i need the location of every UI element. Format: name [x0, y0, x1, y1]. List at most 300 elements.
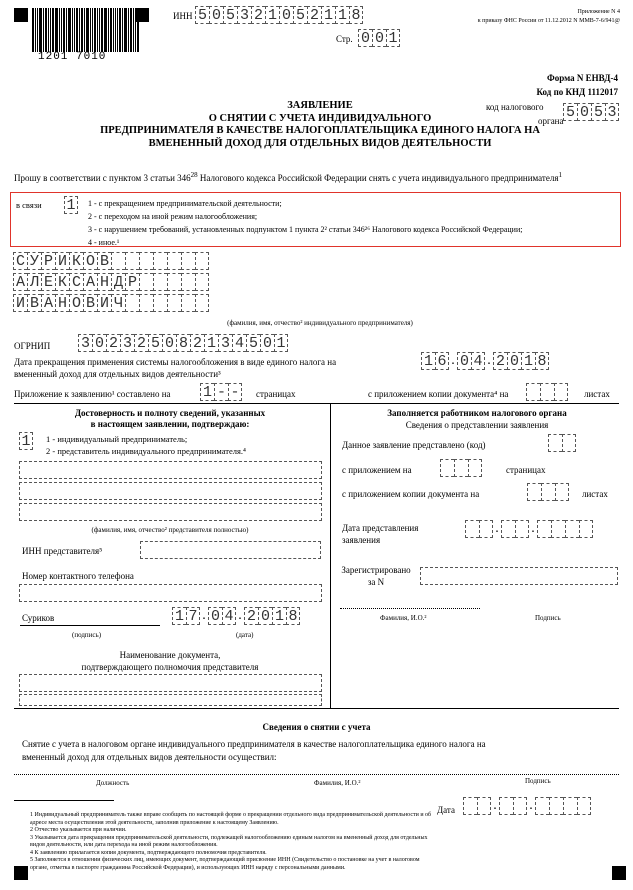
right-fio-caption: Фамилия, И.О.² [380, 614, 427, 622]
left-section-title [14, 408, 326, 430]
reason-code-cell[interactable] [64, 196, 78, 214]
barcode-bar [55, 8, 58, 52]
barcode-bar [108, 8, 109, 52]
char-cell: 3 [78, 334, 92, 352]
footnotes [30, 812, 435, 872]
char-cell: 8 [176, 334, 190, 352]
char-cell: 0 [577, 103, 591, 121]
char-cell: 2 [251, 6, 265, 24]
char-cell: И [97, 294, 111, 312]
date-digit-cell: 0 [507, 352, 521, 370]
knd-code: Код по КНД 1112017 [536, 87, 618, 97]
char-cell [167, 294, 181, 312]
char-cell: - [214, 383, 228, 401]
date-group [244, 607, 300, 625]
barcode-bar [72, 8, 73, 52]
date-digit-cell: 8 [535, 352, 549, 370]
char-cell: 1 [64, 196, 78, 214]
right-section-title: Заполняется работником налогового органа [387, 408, 567, 418]
barcode-bar [35, 8, 36, 52]
char-cell [167, 273, 181, 291]
footnote-4: 4 К заявлению прилагается копия документа, подтверждающего полномочия представителя. [30, 849, 267, 856]
doc-label-2: подтверждающего полномочия представителя [81, 662, 259, 672]
char-cell: 5 [195, 6, 209, 24]
char-cell: О [69, 294, 83, 312]
copies-cells[interactable] [526, 383, 568, 401]
ogrnip-cells[interactable] [78, 334, 288, 352]
section-divider-bottom [14, 708, 619, 709]
form-title [60, 100, 580, 150]
char-cell: 3 [218, 334, 232, 352]
char-cell [153, 294, 167, 312]
tax-code-label-1: код налогового [486, 102, 544, 112]
char-cell: 8 [349, 6, 363, 24]
presented-code-cells[interactable] [548, 434, 576, 452]
char-cell: 5 [591, 103, 605, 121]
right-signature-caption: Подпись [535, 614, 561, 622]
barcode-bar [104, 8, 107, 52]
date-digit-cell [577, 797, 591, 815]
char-cell: 0 [92, 334, 106, 352]
date-digit-cell: 2 [244, 607, 258, 625]
date-separator: . [202, 608, 206, 623]
request-sup-1: 1 [558, 171, 562, 179]
char-cell [181, 294, 195, 312]
phone-cells[interactable] [19, 584, 322, 602]
signer-code-cell[interactable] [19, 432, 33, 450]
char-cell: А [13, 273, 27, 291]
rep-caption: (фамилия, имя, отчество² представителя полностью) [91, 526, 249, 534]
barcode-bar [52, 8, 54, 52]
title-line-4: ВМЕНЕННЫЙ ДОХОД ДЛЯ ОТДЕЛЬНЫХ ВИДОВ ДЕЯТЕЛЬНОСТИ [148, 137, 492, 149]
rep-name-row-1[interactable] [19, 461, 322, 479]
removal-date-label: Дата [437, 805, 455, 815]
char-cell: 2 [307, 6, 321, 24]
char-cell: В [83, 294, 97, 312]
barcode-bar [79, 8, 80, 52]
char-cell: С [13, 252, 27, 270]
date-group [463, 797, 491, 815]
right-section-subtitle: Сведения о представлении заявления [405, 420, 549, 430]
barcode-bar [137, 8, 139, 52]
date-digit-cell [551, 520, 565, 538]
copies-label: с приложением копии документа⁴ на [368, 389, 509, 399]
title-line-3: ПРЕДПРИНИМАТЕЛЯ В КАЧЕСТВЕ НАЛОГОПЛАТЕЛЬЩИКА ЕДИНОГО НАЛОГА НА [100, 125, 540, 136]
footnote-2: 2 Отчество указывается при наличии. [30, 827, 127, 833]
inn-rep-cells[interactable] [140, 541, 321, 559]
doc-label [14, 649, 326, 673]
removal-signature-caption: Подпись [525, 777, 551, 785]
char-cell [527, 483, 541, 501]
char-cell: 2 [106, 334, 120, 352]
footnote-5: 5 Заполняется в отношении физических лиц, имеющих документ, подтверждающий присвоение ИНН (Свидетельство о постановке на учет в налоговом органе, отметка в паспорте гражданина Российской Федерации), и использующих ИНН наряду с персональными данными. [30, 857, 420, 871]
removal-fio-caption: Фамилия, И.О.² [314, 779, 361, 787]
barcode-bar [48, 8, 49, 52]
date-digit-cell [513, 797, 527, 815]
char-cell: 4 [232, 334, 246, 352]
stop-date-label-1: Дата прекращения применения системы налогообложения в виде единого налога на [14, 357, 337, 367]
corner-marker-top-left [14, 8, 28, 22]
stop-date-cells[interactable] [421, 352, 549, 370]
barcode-bar [59, 8, 60, 52]
section-divider-top [14, 403, 619, 404]
rep-name-row-2[interactable] [19, 482, 322, 500]
char-cell: К [55, 273, 69, 291]
right-attach-label: с приложением на [342, 465, 412, 475]
barcode-bar [81, 8, 83, 52]
char-cell: 1 [19, 432, 33, 450]
date-digit-cell [463, 797, 477, 815]
appendix-line-2: к приказу ФНС России от 11.12.2012 N ММВ-7-6/941@ [477, 18, 620, 24]
signer-options [46, 433, 246, 457]
ogrnip-label: ОГРНИП [14, 341, 51, 351]
request-text-part1: Прошу в соответствии с пунктом 3 статьи 346 [14, 173, 191, 183]
left-title-line-2: в настоящем заявлении, подтверждаю: [90, 419, 250, 429]
barcode-bar [92, 8, 93, 52]
corner-marker-bottom-left [14, 866, 28, 880]
char-cell: 1 [200, 383, 214, 401]
doc-row-2[interactable] [19, 694, 322, 706]
char-cell [139, 273, 153, 291]
barcode-bar [90, 8, 91, 52]
char-cell [541, 483, 555, 501]
removal-position-caption: Должность [96, 779, 130, 787]
date-digit-cell: 6 [435, 352, 449, 370]
char-cell [111, 252, 125, 270]
char-cell [139, 294, 153, 312]
request-text [14, 169, 617, 184]
title-line-1: ЗАЯВЛЕНИЕ [287, 100, 353, 111]
removal-title: Сведения о снятии с учета [262, 722, 371, 732]
char-cell: 3 [237, 6, 251, 24]
doc-row-1[interactable] [19, 674, 322, 692]
date-separator: . [451, 353, 455, 368]
barcode-bar [43, 8, 44, 52]
char-cell: 1 [321, 6, 335, 24]
barcode-bar [124, 8, 127, 52]
barcode-bar [39, 8, 42, 52]
form-name: Форма N ЕНВД-4 [546, 73, 618, 83]
removal-text-line-2: вмененный доход для отдельных видов деятельности осуществил: [22, 752, 277, 762]
inn-label: ИНН [173, 11, 193, 21]
date-group [457, 352, 485, 370]
char-cell: Е [41, 273, 55, 291]
removal-sign-line [14, 774, 619, 775]
date-digit-cell [549, 797, 563, 815]
barcode-bar [122, 8, 123, 52]
barcode-bar [45, 8, 47, 52]
request-sup-28: 28 [190, 171, 198, 179]
date-digit-cell [515, 520, 529, 538]
footnote-3: 3 Указывается дата прекращения предпринимательской деятельности, подлежащей налогообложению единым налогом на вмененный доход для отдельных видов деятельности, или дата перехода на иной режим налогообложения. [30, 834, 428, 848]
char-cell: Р [125, 273, 139, 291]
char-cell [195, 294, 209, 312]
date-group [465, 520, 493, 538]
date-digit-cell [501, 520, 515, 538]
registered-number-cells[interactable] [420, 567, 618, 585]
reason-option-2: 2 - с переходом на иной режим налогообложения; [88, 212, 258, 221]
appendix-line-1: Приложение N 4 [577, 9, 620, 15]
char-cell: И [55, 252, 69, 270]
barcode-bar [101, 8, 103, 52]
char-cell [153, 273, 167, 291]
signer-option-2: 2 - представитель индивидуального предпринимателя.⁴ [46, 446, 247, 456]
date-digit-cell: 1 [172, 607, 186, 625]
date-digit-cell: 1 [521, 352, 535, 370]
date-group [208, 607, 236, 625]
reason-option-3: 3 - с нарушением требований, установленных подпунктом 1 пункта 2² статьи 346²⁶ Налогового кодекса Российской Федерации; [88, 225, 523, 234]
date-digit-cell: 1 [421, 352, 435, 370]
date-group [493, 352, 549, 370]
char-cell [125, 252, 139, 270]
date-group [172, 607, 200, 625]
name-caption: (фамилия, имя, отчество² индивидуального предпринимателя) [227, 319, 413, 327]
date-digit-cell: 4 [471, 352, 485, 370]
char-cell: У [27, 252, 41, 270]
copies-sheets-word: листах [584, 389, 610, 399]
char-cell [468, 459, 482, 477]
date-group [537, 520, 593, 538]
registered-label-1: Зарегистрировано [341, 565, 411, 575]
char-cell: 5 [563, 103, 577, 121]
attach-label: Приложение к заявлению¹ составлено на [14, 389, 171, 399]
name-row-3[interactable] [13, 294, 209, 312]
date-separator: . [493, 798, 497, 813]
phone-label: Номер контактного телефона [22, 571, 134, 581]
title-line-2: О СНЯТИИ С УЧЕТА ИНДИВИДУАЛЬНОГО [208, 112, 432, 124]
char-cell [195, 252, 209, 270]
stop-date-label [14, 356, 336, 380]
right-sheets-word: листах [582, 489, 608, 499]
date-digit-cell: 8 [286, 607, 300, 625]
char-cell [125, 294, 139, 312]
barcode-bar [37, 8, 38, 52]
char-cell: 1 [204, 334, 218, 352]
removal-date-cells[interactable] [463, 797, 591, 815]
barcode-bar [50, 8, 51, 52]
barcode-bar [84, 8, 85, 52]
char-cell: 5 [223, 6, 237, 24]
name-row-1[interactable] [13, 252, 209, 270]
char-cell: А [41, 294, 55, 312]
date-digit-cell [479, 520, 493, 538]
char-cell: 1 [265, 6, 279, 24]
date-digit-cell: 7 [186, 607, 200, 625]
reason-option-1: 1 - с прекращением предпринимательской деятельности; [88, 199, 282, 208]
char-cell [195, 273, 209, 291]
char-cell [548, 434, 562, 452]
right-date-label-1: Дата представления [342, 523, 419, 533]
right-pages-word: страницах [506, 465, 546, 475]
char-cell [181, 273, 195, 291]
date-digit-cell [565, 520, 579, 538]
inn-cells [195, 6, 363, 24]
char-cell: К [69, 252, 83, 270]
date-digit-cell: 0 [258, 607, 272, 625]
char-cell: В [27, 294, 41, 312]
date-separator: . [529, 798, 533, 813]
barcode-bar [97, 8, 98, 52]
barcode-bar [66, 8, 67, 52]
char-cell [555, 483, 569, 501]
barcode-bar [94, 8, 96, 52]
date-digit-cell: 0 [208, 607, 222, 625]
registered-label [336, 564, 416, 588]
section-divider-vertical [330, 403, 331, 708]
corner-marker-bottom-right [612, 866, 626, 880]
barcode-bar [32, 8, 34, 52]
tax-code-label-2: органа [538, 116, 564, 126]
request-text-part2: Налогового кодекса Российской Федерации снять с учета индивидуального предпринимателя [197, 173, 559, 183]
date-digit-cell: 1 [272, 607, 286, 625]
date-separator: . [495, 521, 499, 536]
date-group [499, 797, 527, 815]
right-attach-cells[interactable] [440, 459, 482, 477]
inn-rep-label: ИНН представителя⁵ [22, 546, 103, 556]
date-digit-cell: 4 [222, 607, 236, 625]
char-cell [454, 459, 468, 477]
date-digit-cell [465, 520, 479, 538]
presented-label: Данное заявление представлено (код) [342, 440, 486, 450]
in-connection-label: в связи [16, 200, 42, 210]
char-cell [440, 459, 454, 477]
barcode-bar [99, 8, 100, 52]
right-date-cells[interactable] [465, 520, 593, 538]
registered-label-2: за N [367, 577, 385, 587]
doc-label-1: Наименование документа, [119, 650, 221, 660]
right-date-label-2: заявления [342, 535, 381, 545]
date-digit-cell [535, 797, 549, 815]
char-cell: 2 [190, 334, 204, 352]
date-group [421, 352, 449, 370]
barcode-bar [110, 8, 112, 52]
char-cell: 0 [372, 29, 386, 47]
page-cells [358, 29, 400, 47]
char-cell [167, 252, 181, 270]
char-cell: 1 [386, 29, 400, 47]
rep-name-row-3[interactable] [19, 503, 322, 521]
char-cell: 0 [279, 6, 293, 24]
char-cell: 5 [293, 6, 307, 24]
char-cell [526, 383, 540, 401]
removal-text [22, 738, 612, 764]
signer-option-1: 1 - индивидуальный предприниматель; [46, 434, 188, 444]
fio-line [340, 608, 480, 609]
barcode-bar [61, 8, 62, 52]
char-cell: Н [97, 273, 111, 291]
char-cell: Д [111, 273, 125, 291]
char-cell: И [13, 294, 27, 312]
sign-date-cells[interactable] [172, 607, 300, 625]
footnote-1: 1 Индивидуальный предприниматель также вправе сообщить по настоящей форме о прекращении отдельного вида предпринимательской деятельности и об адресе места осуществления этой деятельности, заполнив приложение к настоящему Заявлению. [30, 812, 432, 826]
date-separator: . [487, 353, 491, 368]
char-cell: Ч [111, 294, 125, 312]
char-cell: Р [41, 252, 55, 270]
barcode-number: 1201 7010 [38, 51, 107, 63]
char-cell: 5 [246, 334, 260, 352]
date-digit-cell [499, 797, 513, 815]
char-cell: 1 [335, 6, 349, 24]
char-cell: 0 [162, 334, 176, 352]
footnote-separator [14, 800, 114, 801]
barcode [32, 8, 140, 52]
date-caption: (дата) [236, 631, 254, 639]
char-cell: 3 [120, 334, 134, 352]
barcode-bar [128, 8, 129, 52]
right-copies-cells[interactable] [527, 483, 569, 501]
barcode-bar [135, 8, 136, 52]
char-cell: 5 [148, 334, 162, 352]
char-cell: 0 [209, 6, 223, 24]
left-title-line-1: Достоверность и полноту сведений, указанных [74, 408, 266, 418]
barcode-bar [119, 8, 121, 52]
char-cell: 1 [274, 334, 288, 352]
date-digit-cell [563, 797, 577, 815]
char-cell: Н [55, 294, 69, 312]
date-separator: . [238, 608, 242, 623]
date-group [535, 797, 591, 815]
barcode-bar [86, 8, 89, 52]
stop-date-label-2: вмененный доход для отдельных видов деятельности³ [14, 369, 221, 379]
page-label: Стр. [336, 34, 353, 44]
reason-options [88, 197, 522, 249]
date-digit-cell: 2 [493, 352, 507, 370]
barcode-bar [115, 8, 116, 52]
barcode-bar [113, 8, 114, 52]
right-date-label [342, 522, 418, 546]
char-cell: 3 [605, 103, 619, 121]
date-digit-cell: 0 [457, 352, 471, 370]
char-cell: А [83, 273, 97, 291]
char-cell: 0 [358, 29, 372, 47]
char-cell: О [83, 252, 97, 270]
char-cell [562, 434, 576, 452]
signature-value: Суриков [22, 613, 55, 623]
char-cell: 0 [260, 334, 274, 352]
signature-caption: (подпись) [72, 631, 102, 639]
char-cell [540, 383, 554, 401]
barcode-bar [74, 8, 75, 52]
date-group [501, 520, 529, 538]
date-digit-cell [579, 520, 593, 538]
date-digit-cell [477, 797, 491, 815]
attach-pages-cells[interactable] [200, 383, 242, 401]
barcode-bar [76, 8, 78, 52]
date-digit-cell [537, 520, 551, 538]
char-cell [554, 383, 568, 401]
barcode-bar [117, 8, 118, 52]
char-cell: В [97, 252, 111, 270]
reason-option-4: 4 - иное.¹ [88, 238, 120, 247]
right-copies-label: с приложением копии документа на [342, 489, 480, 499]
char-cell: - [228, 383, 242, 401]
signature-line [20, 625, 160, 626]
barcode-bar [130, 8, 132, 52]
barcode-bar [133, 8, 134, 52]
date-separator: . [531, 521, 535, 536]
barcode-bar [63, 8, 65, 52]
char-cell: Л [27, 273, 41, 291]
attach-pages-word: страницах [256, 389, 296, 399]
char-cell [153, 252, 167, 270]
char-cell: С [69, 273, 83, 291]
name-row-2[interactable] [13, 273, 209, 291]
char-cell [181, 252, 195, 270]
char-cell: 2 [134, 334, 148, 352]
removal-text-line-1: Снятие с учета в налоговом органе индивидуального предпринимателя в качестве налогоплательщика единого налога на [22, 739, 486, 749]
char-cell [139, 252, 153, 270]
barcode-bar [68, 8, 71, 52]
